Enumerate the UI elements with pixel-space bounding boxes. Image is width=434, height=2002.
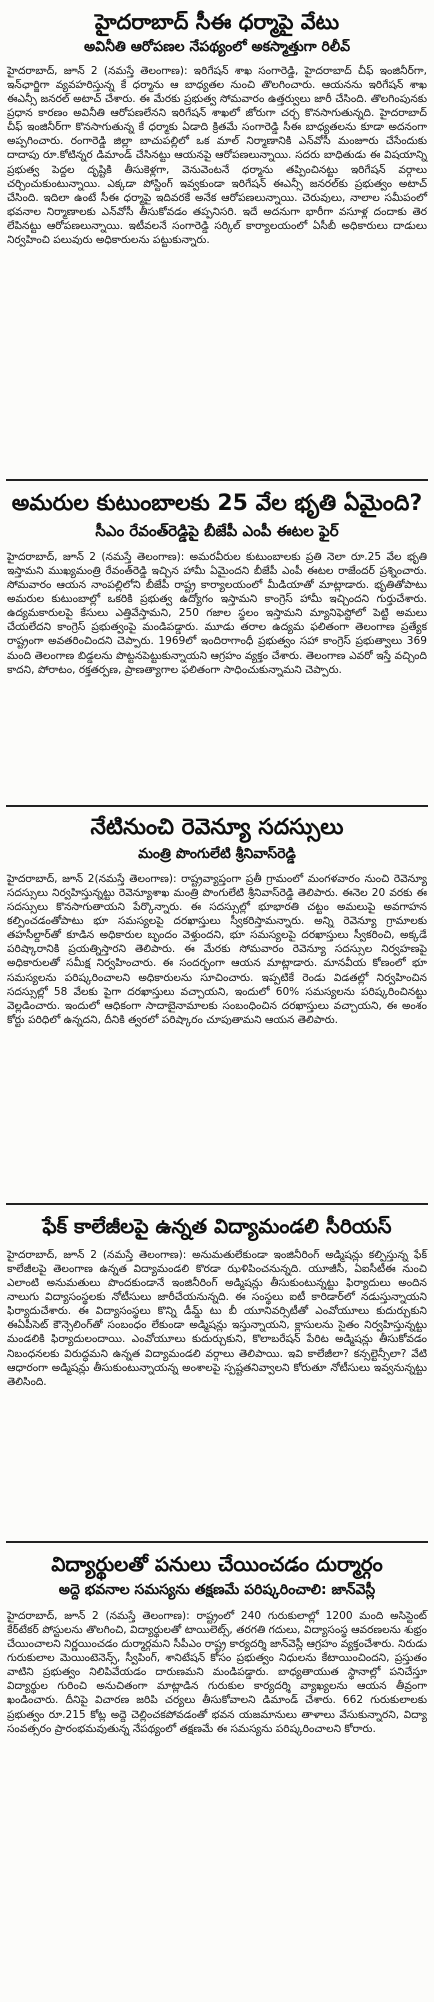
article-subheadline: మంత్రి పొంగులేటి శ్రీనివాస్‌రెడ్డి xyxy=(138,846,296,862)
article-gurukul-students xyxy=(4,1543,430,2001)
article-body: హైదరాబాద్, జూన్ 2(నమస్తే తెలంగాణ): రాష్ట్రవ్యాప్తంగా ప్రతీ గ్రామంలో మంగళవారం నుంచి రెవెన్యూ సదస్సులు నిర్వహిస్తున్నట్టు రెవెన్యూశాఖ మంత్రి పొంగులేటి శ్రీనివాస్‌రెడ్డి తెలిపారు. ఈనెల 20 వరకు ఈ సదస్సులు కొనసాగుతాయని పేర్కొన్నారు. ఈ సదస్సుల్లో భూభారతి చట్టం అమలుపై అవగాహన కల్పించడంతోపాటు భూ సమస్యలపై దరఖాస్తులు స్వీకరిస్తామన్నారు. అన్ని రెవెన్యూ గ్రామాలకు తహసీల్దార్‌తో కూడిన అధికారుల బృందం వెళ్తుందని, భూ సమస్యలపై దరఖాస్తులు స్వీకరించి, అక్కడే పరిష్కారానికి ప్రయత్నిస్తారని తెలిపారు. ఈ మేరకు సోమవారం రెవెన్యూ సదస్సుల నిర్వహణపై అధికారులతో సమీక్ష నిర్వహించారు. ఈ సందర్భంగా ఆయన మాట్లాడారు. మానవీయ కోణంలో భూ సమస్యలను పరిష్కరించాలని అధికారులను సూచించారు. ఇప్పటికే రెండు విడతల్లో నిర్వహించిన సదస్సుల్లో 58 వేలకు పైగా దరఖాస్తులు వచ్చాయని, ఇందులో 60% సమస్యలను పరిష్కరించినట్టు వెల్లడించారు. ఇందులో ఆధికంగా సాదాబైనామాలకు సంబంధించిన దరఖాస్తులు వచ్చాయని, ఈ అంశం కోర్టు పరిధిలో ఉన్నదని, దీనికి త్వరలో పరిష్కారం చూపుతామని ఆయన తెలిపారు. xyxy=(7,873,427,1026)
article-fake-colleges xyxy=(4,1205,430,1541)
article-headline: హైదరాబాద్ సీఈ ధర్మాపై వేటు xyxy=(94,10,340,34)
article-subheadline: సీఎం రేవంత్‌రెడ్డిపై బీజేపీ ఎంపీ ఈటల ఫైర్ xyxy=(95,522,339,540)
article-subheadline: అవినీతి ఆరోపణల నేపథ్యంలో అకస్మాత్తుగా రిలీవ్ xyxy=(83,39,351,55)
article-ce-dharma xyxy=(4,0,430,479)
article-headline: విద్యార్థులతో పనులు చేయించడం దుర్మార్గం xyxy=(51,1552,383,1576)
article-body: హైదరాబాద్, జూన్ 2 (నమస్తే తెలంగాణ): ఇరిగేషన్ శాఖ సంగారెడ్డి, హైదరాబాద్ చీఫ్ ఇంజినీర్‌గా, ఇన్‌ఛార్జిగా వ్యవహరిస్తున్న కే ధర్మాను ఆ బాధ్యతల నుంచి తొలగించారు. ఆయనను ఇరిగేషన్ శాఖ ఈఎన్సీ జనరల్ అటాచ్ చేశారు. ఈ మేరకు ప్రభుత్వ సోమవారం ఉత్తర్వులు జారీ చేసింది. తొలగింపునకు ప్రధాన కారణం అవినీతి ఆరోపణలేనని ఇరిగేషన్ శాఖలో జోరుగా చర్చ కొనసాగుతున్నది. హైదరాబాద్ చీఫ్ ఇంజినీర్‌గా కొనసాగుతున్న కే ధర్మాకు ఏడాది క్రితమే సంగారెడ్డి సీఈ బాధ్యతలను కూడా అదనంగా అప్పగించారు. రంగారెడ్డి జిల్లా బాచుపల్లిలో ఒక మాల్ నిర్మాణానికి ఎన్‌వోసీ మంజూరు చేసేందుకు దాదాపు రూ.కోటిన్నర డిమాండ్ చేసినట్టు ఆయనపై ఆరోపణలున్నాయి. సదరు బాధితుడు ఈ విషయాన్ని ప్రభుత్వ పెద్దల దృష్టికి తీసుకెళ్లగా, వెనువెంటనే ధర్మాను తప్పించినట్టు ఇరిగేషన్ వర్గాలు చర్చించుకుంటున్నాయి. ఎక్కడా పోస్టింగ్ ఇవ్వకుండా ఇరిగేషన్ ఈఎన్సీ జనరల్‌కు ప్రభుత్వం అటాచ్ చేసింది. ఇదిలా ఉంటే సీఈ ధర్మాపై ఇదివరకే అనేక ఆరోపణలున్నాయి. చెరువులు, నాలాల సమీపంలో భవనాల నిర్మాణాలకు ఎన్‌వోసీ తీసుకోవడం తప్పనిసరి. ఇదే అదనుగా భారీగా వసూళ్ల దందాకు తెర లేపినట్టు ఆరోపణలున్నాయి. ఇటీవలనే సంగారెడ్డి సర్కిల్ కార్యాలయంలో ఏసీబీ అధికారులు దాడులు నిర్వహించి పలువురు అధికారులను పట్టుకున్నారు. xyxy=(7,65,427,246)
article-body: హైదరాబాద్, జూన్ 2 (నమస్తే తెలంగాణ): రాష్ట్రంలో 240 గురుకులాల్లో 1200 మంది అసిస్టెంట్ కేర్‌టేకర్ పోస్టులను తొలగించి, విద్యార్థులతో టాయిలెట్స్, తరగతి గదులు, విద్యాసంస్థ ఆవరణలను శుభ్రం చేయించాలని నిర్ణయించడం దుర్మార్గమని సీపీఎం రాష్ట్ర కార్యదర్శి జాన్‌వెస్లీ ఆగ్రహం వ్యక్తంచేశారు. నిరుడు గురుకులాల మెయింటెనెన్స్, స్వీపింగ్, శానిటేషన్ కోసం ప్రభుత్వం నిధులను కేటాయించిందని, ప్రస్తుతం వాటిని ప్రభుత్వం నిలిపివేయడం దారుణమని మండిపడ్డారు. బాధ్యతాయుత స్థానాల్లో పనిచేస్తూ విద్యార్థుల గురించి అనుచితంగా మాట్లాడిన గురుకుల కార్యదర్శి వ్యాఖ్యలను ఆయన తీవ్రంగా ఖండించారు. దీనిపై విచారణ జరిపి చర్యలు తీసుకోవాలని డిమాండ్ చేశారు. 662 గురుకులాలకు ప్రభుత్వం రూ.215 కోట్ల అద్దె చెల్లించకపోవడంతో భవన యజమానులు తాళాలు వేసుకున్నారని, విద్యా సంవత్సరం ప్రారంభమవుతున్న నేపథ్యంలో తక్షణమే ఈ సమస్యను పరిష్కరించాలని కోరారు. xyxy=(7,1610,427,1735)
article-martyrs-families xyxy=(4,481,430,805)
article-headline: ఫేక్ కాలేజీలపై ఉన్నత విద్యామండలి సీరియస్ xyxy=(42,1214,392,1238)
article-headline: నేటినుంచి రెవెన్యూ సదస్సులు xyxy=(90,815,344,840)
article-revenue-sadassulu xyxy=(4,807,430,1203)
article-body: హైదరాబాద్, జూన్ 2 (నమస్తే తెలంగాణ): అమరవీరుల కుటుంబాలకు ప్రతి నెలా రూ.25 వేల భృతి ఇస్తామని ముఖ్యమంత్రి రేవంత్‌రెడ్డి ఇచ్చిన హామీ ఏమైందని బీజేపీ ఎంపీ ఈటల రాజేందర్ ప్రశ్నించారు. సోమవారం ఆయన నాంపల్లిలోని బీజేపీ రాష్ట్ర కార్యాలయంలో మీడియాతో మాట్లాడారు. భృతితోపాటు అమరుల కుటుంబాల్లో ఒకరికి ప్రభుత్వ ఉద్యోగం ఇస్తామని కాంగ్రెస్ హామీ ఇచ్చిందని గుర్తుచేశారు. ఉద్యమకారులపై కేసులు ఎత్తివేస్తామని, 250 గజాల స్థలం ఇస్తామని మ్యానిఫెస్టోలో పెట్టి అమలు చేయలేదని కాంగ్రెస్ ప్రభుత్వంపై మండిపడ్డారు. మూడు తరాల ఉద్యమ ఫలితంగా తెలంగాణ ప్రత్యేక రాష్ట్రంగా అవతరించిందని చెప్పారు. 1969లో ఇందిరాగాంధీ ప్రభుత్వం సహా కాంగ్రెస్ ప్రభుత్వాలు 369 మంది తెలంగాణ బిడ్డలను పొట్టనపెట్టుకున్నాయని ఆగ్రహం వ్యక్తం చేశారు. తెలంగాణ ఎవరో ఇస్తే వచ్చింది కాదని, పోరాటం, రక్తతర్పణ, ప్రాణత్యాగాల ఫలితంగా సాధించుకున్నామని చెప్పారు. xyxy=(7,551,427,676)
article-headline: అమరుల కుటుంబాలకు 25 వేల భృతి ఏమైంది? xyxy=(11,491,423,516)
article-subheadline: అద్దె భవనాల సమస్యను తక్షణమే పరిష్కరించాలి: జాన్‌వెస్లీ xyxy=(58,1582,376,1598)
article-body: హైదరాబాద్, జూన్ 2 (నమస్తే తెలంగాణ): అనుమతులేకుండా ఇంజినీరింగ్ అడ్మిషన్లు కల్పిస్తున్న ఫేక్ కాలేజీలపై తెలంగాణ ఉన్నత విద్యామండలి కొరడా ఝళిపించనున్నది. యూజీసీ, ఏఐసీటీఈ నుంచి ఎలాంటి అనుమతులు పొందకుండానే ఇంజినీరింగ్ అడ్మిషన్లు తీసుకుంటున్నట్టు ఫిర్యాదులు అందిన నాలుగు విద్యాసంస్థలకు నోటీసులు జారీచేయనున్నది. ఈ సంస్థలు ఐటీ కారిడార్‌లో నడుస్తున్నాయని ఫిర్యాదుచేశారు. ఈ విద్యాసంస్థలు కొన్ని డీమ్డ్ టు బీ యూనివర్సిటీతో ఎంవోయూలు కుదుర్చుకుని ఈఏపీసెట్ కౌన్సెలింగ్‌తో సంబంధం లేకుండా అడ్మిషన్లు ఇస్తున్నాయని, క్లాసులను సైతం నిర్వహిస్తున్నట్టు మండలికి ఫిర్యాదులందాయి. ఎంవోయూలు కుదుర్చుకుని, కొలాబరేషన్ పేరిట అడ్మిషన్లు తీసుకోవడం నిబంధనలకు విరుద్ధమని ఉన్నత విద్యామండలి వర్గాలు తెలిపాయి. ఇవి కాలేజీలా? కన్సల్టెన్సీలా? వేటి ఆధారంగా అడ్మిషన్లు తీసుకుంటున్నాయన్న అంశాలపై స్పష్టతనివ్వాలని కోరుతూ నోటీసులు ఇవ్వనున్నట్టు తెలిసింది. xyxy=(7,1249,427,1388)
